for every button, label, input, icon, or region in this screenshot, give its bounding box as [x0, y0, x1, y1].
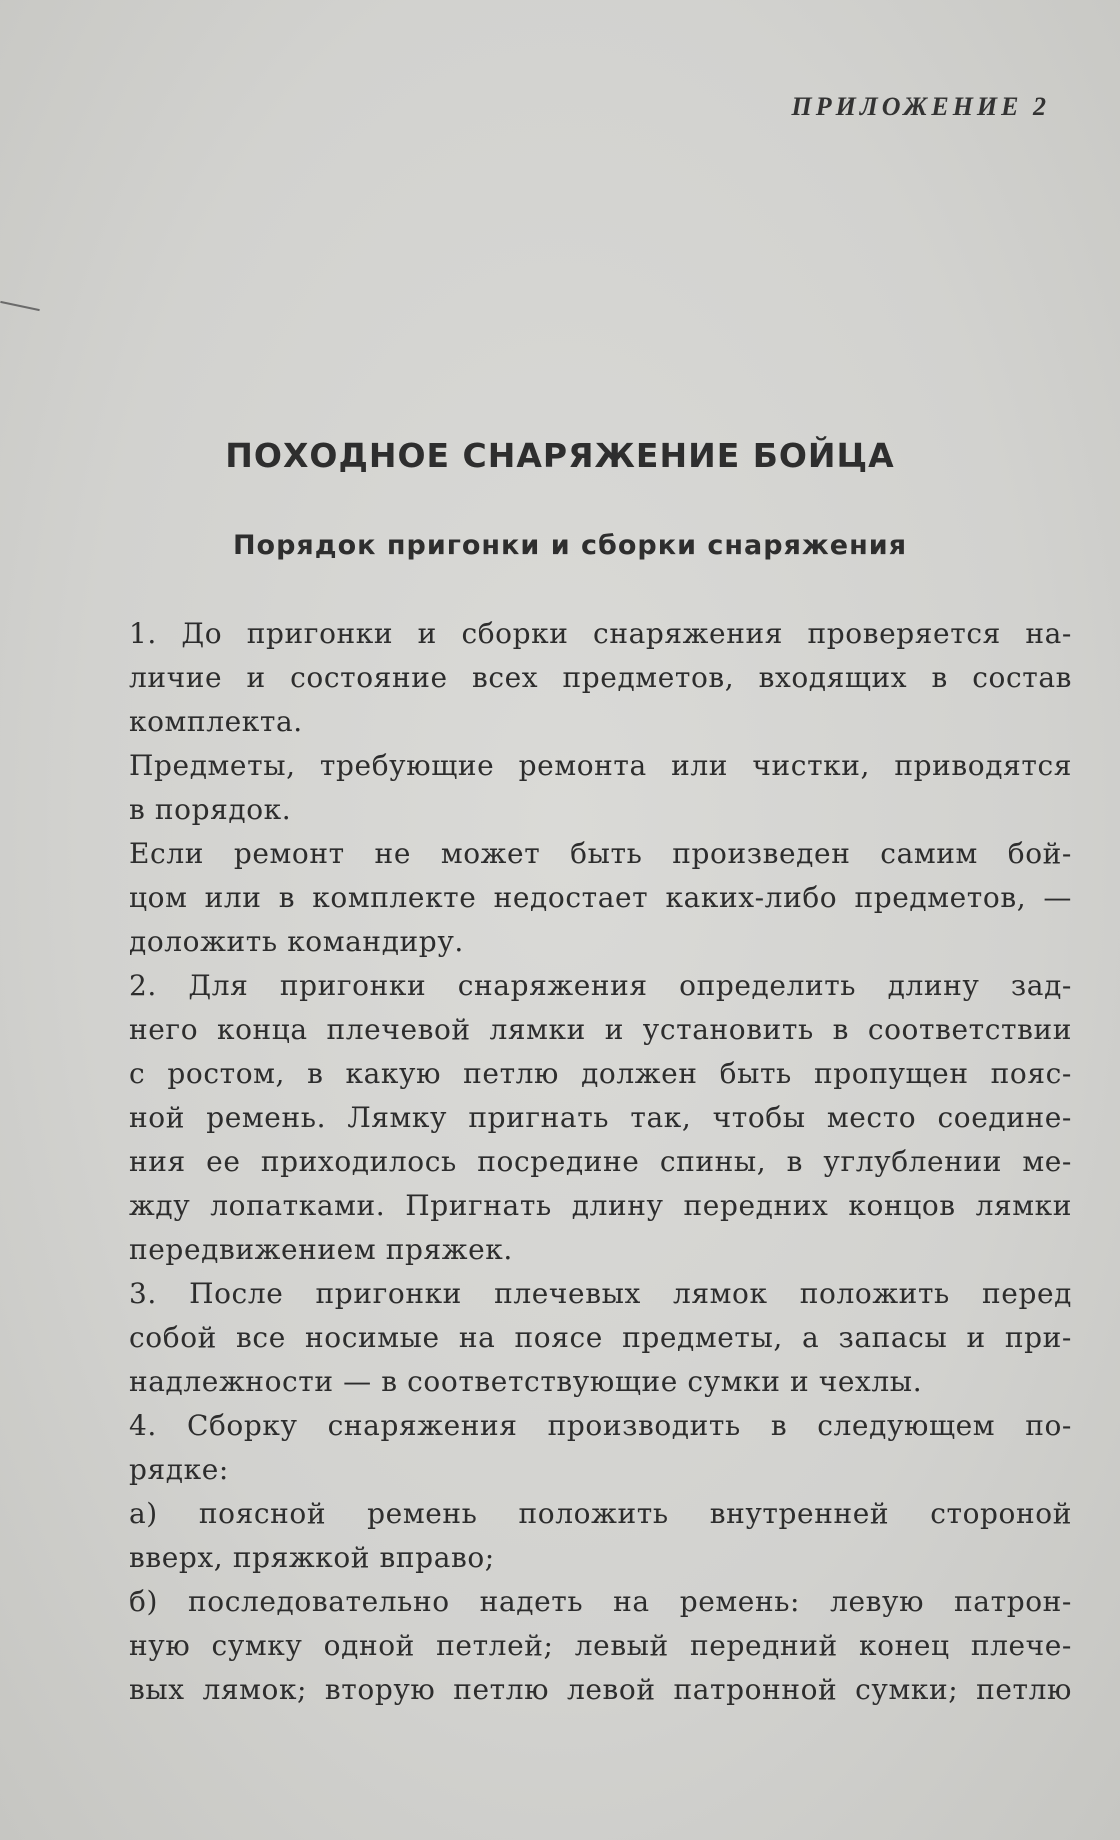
text-line: Если ремонт не может быть произведен самим бой-: [129, 837, 1072, 870]
paragraph-8: [79, 1580, 1072, 1712]
text-line: комплекта.: [129, 705, 303, 738]
text-line: Предметы, требующие ремонта или чистки, приводятся: [129, 749, 1072, 782]
text-line: а) поясной ремень положить внутренней стороной: [129, 1497, 1072, 1530]
text-line: вых лямок; вторую петлю левой патронной сумки; петлю: [129, 1673, 1072, 1706]
paragraph-7: [79, 1492, 1072, 1580]
running-header: ПРИЛОЖЕНИЕ 2: [791, 92, 1050, 121]
text-line: 1. До пригонки и сборки снаряжения проверяется на-: [129, 617, 1072, 650]
section-subtitle: Порядок пригонки и сборки снаряжения: [232, 530, 908, 561]
text-line: б) последовательно надеть на ремень: левую патрон-: [129, 1585, 1072, 1618]
text-line: доложить командиру.: [129, 925, 464, 958]
text-line: рядке:: [129, 1453, 229, 1486]
text-line: в порядок.: [129, 793, 292, 826]
paragraph-2: [79, 744, 1072, 832]
scratch-mark: [0, 301, 40, 311]
text-line: надлежности — в соответствующие сумки и чехлы.: [129, 1365, 923, 1398]
text-line: 3. После пригонки плечевых лямок положить перед: [129, 1277, 1072, 1310]
body-text: [79, 612, 1072, 1712]
paragraph-3: [79, 832, 1072, 964]
page-title: ПОХОДНОЕ СНАРЯЖЕНИЕ БОЙЦА: [225, 436, 895, 475]
text-line: вверх, пряжкой вправо;: [129, 1541, 495, 1574]
text-line: 2. Для пригонки снаряжения определить длину зад-: [129, 969, 1072, 1002]
text-line: собой все носимые на поясе предметы, а запасы и при-: [129, 1321, 1072, 1354]
text-line: с ростом, в какую петлю должен быть пропущен пояс-: [129, 1057, 1072, 1090]
text-line: цом или в комплекте недостает каких-либо предметов, —: [129, 881, 1072, 914]
text-line: него конца плечевой лямки и установить в соответствии: [129, 1013, 1072, 1046]
text-line: ния ее приходилось посредине спины, в углублении ме-: [129, 1145, 1072, 1178]
paragraph-4: [79, 964, 1072, 1272]
paragraph-1: [79, 612, 1072, 744]
text-line: передвижением пряжек.: [129, 1233, 513, 1266]
text-line: 4. Сборку снаряжения производить в следующем по-: [129, 1409, 1072, 1442]
paragraph-5: [79, 1272, 1072, 1404]
text-line: ной ремень. Лямку пригнать так, чтобы место соедине-: [129, 1101, 1072, 1134]
text-line: жду лопатками. Пригнать длину передних концов лямки: [129, 1189, 1072, 1222]
paragraph-6: [79, 1404, 1072, 1492]
text-line: ную сумку одной петлей; левый передний конец плече-: [129, 1629, 1072, 1662]
text-line: личие и состояние всех предметов, входящих в состав: [129, 661, 1072, 694]
